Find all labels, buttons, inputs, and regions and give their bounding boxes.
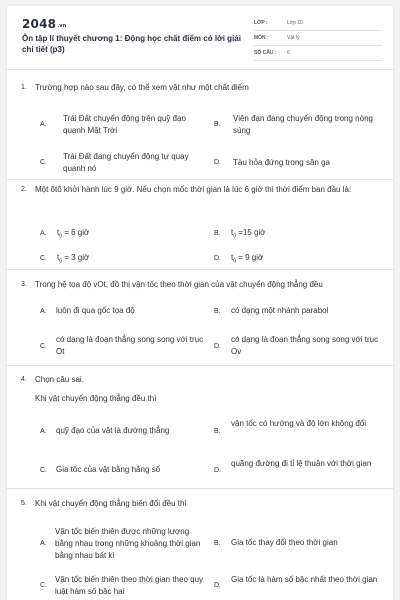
question-number: 4.: [21, 376, 27, 383]
option-letter-b[interactable]: B.: [214, 428, 221, 435]
option-letter-c[interactable]: C.: [40, 467, 47, 474]
option-letter-a[interactable]: A.: [40, 428, 47, 435]
question-subtext: Khi vật chuyển động thẳng đều thì: [35, 394, 157, 403]
option-a[interactable]: quỹ đạo của vật là đường thẳng: [56, 426, 170, 435]
divider: [7, 488, 393, 489]
divider: [7, 269, 393, 270]
meta-label: LỚP :: [254, 20, 268, 26]
option-letter-b[interactable]: B.: [214, 230, 221, 237]
divider: [7, 365, 393, 366]
option-a[interactable]: Trái Đất chuyển động trên quỹ đạo quanh Mặt Trời: [63, 114, 186, 135]
option-a[interactable]: Vận tốc biến thiên được những lượng bằng nhau trong những khoảng thời gian bằng nhau bất kì: [55, 527, 201, 560]
meta-row-count: [254, 46, 382, 61]
document-header: [7, 6, 393, 64]
meta-value: 6: [287, 50, 290, 56]
option-b[interactable]: Gia tốc thay đổi theo thời gian: [231, 538, 338, 547]
option-letter-c[interactable]: C.: [40, 159, 47, 166]
option-b[interactable]: Viên đạn đang chuyển động trong nòng súng: [233, 114, 373, 135]
site-logo[interactable]: 2048.vn: [22, 17, 67, 31]
option-letter-c[interactable]: C.: [40, 343, 47, 350]
option-b[interactable]: $t_0 =15$ giờ: [231, 228, 266, 240]
option-a[interactable]: $t_0 = 6$ giờ: [57, 228, 90, 240]
option-c[interactable]: Vận tốc biến thiên theo thời gian theo quy luật hàm số bậc hai: [55, 575, 204, 596]
option-letter-a[interactable]: A.: [40, 540, 47, 547]
option-letter-b[interactable]: B.: [214, 540, 221, 547]
option-letter-d[interactable]: D.: [214, 582, 221, 589]
option-letter-d[interactable]: D.: [214, 255, 221, 262]
question-text: Chọn câu sai.: [35, 375, 84, 384]
meta-label: MÔN :: [254, 35, 269, 41]
question-5: [7, 498, 393, 600]
option-d[interactable]: $t_0 = 9$ giờ: [231, 253, 264, 265]
option-b[interactable]: có dạng một nhánh parabol: [231, 306, 329, 315]
option-d[interactable]: Gia tốc là hàm số bậc nhất theo thời gian: [231, 575, 378, 584]
option-letter-d[interactable]: D.: [214, 467, 221, 474]
question-text: Khi vật chuyển động thẳng biến đổi đều thì: [35, 499, 187, 508]
meta-value: Vật lý: [287, 35, 300, 41]
divider: [7, 69, 393, 70]
option-letter-b[interactable]: B.: [214, 121, 221, 128]
time-variable: t: [231, 228, 234, 237]
meta-row-subject: [254, 31, 382, 46]
document-title: Ôn tập lí thuyết chương 1: Động học chất điểm có lời giải chi tiết (p3): [22, 34, 241, 54]
question-number: 3.: [21, 281, 27, 288]
question-number: 2.: [21, 186, 27, 193]
option-letter-a[interactable]: A.: [40, 230, 47, 237]
option-c[interactable]: Trái Đất đang chuyển động tự quay quanh nó: [63, 152, 189, 173]
question-number: 5.: [21, 500, 27, 507]
time-variable: t: [57, 228, 60, 237]
option-letter-c[interactable]: C.: [40, 582, 47, 589]
question-text: Trường hợp nào sau đây, có thể xem vật như một chất điểm: [35, 83, 249, 92]
meta-label: SỐ CÂU :: [254, 50, 277, 56]
option-c[interactable]: $t_0 = 3$ giờ: [57, 253, 90, 265]
document-meta: [254, 16, 382, 61]
time-variable: t: [231, 253, 234, 262]
option-d[interactable]: có dạng là đoạn thẳng song song với trục Ov: [231, 335, 379, 356]
option-c[interactable]: có dạng là đoạn thẳng song song với trục Ot: [56, 335, 204, 356]
meta-row-class: [254, 16, 382, 31]
option-letter-a[interactable]: A.: [40, 121, 47, 128]
divider: [7, 179, 393, 180]
question-number: 1.: [21, 84, 27, 91]
option-letter-a[interactable]: A.: [40, 308, 47, 315]
meta-value: Lớp 10: [287, 20, 303, 26]
option-letter-c[interactable]: C.: [40, 255, 47, 262]
question-3: [7, 279, 393, 364]
option-d[interactable]: Tàu hỏa đứng trong sân ga: [233, 158, 330, 167]
question-2: [7, 184, 393, 268]
option-a[interactable]: luôn đi qua gốc tọa độ: [56, 306, 135, 315]
question-1: [7, 82, 393, 178]
option-c[interactable]: Gia tốc của vật bằng hằng số: [56, 465, 161, 474]
option-letter-d[interactable]: D.: [214, 159, 221, 166]
question-text: Trong hệ tọa độ vOt, đồ thị vận tốc theo thời gian của vật chuyển động thẳng đều: [35, 280, 323, 289]
option-d[interactable]: quãng đường đi tỉ lệ thuận với thời gian: [231, 459, 372, 468]
option-letter-d[interactable]: D.: [214, 343, 221, 350]
option-b[interactable]: vận tốc có hướng và độ lớn không đổi: [231, 419, 367, 428]
option-letter-b[interactable]: B.: [214, 308, 221, 315]
question-4: [7, 374, 393, 487]
time-variable: t: [57, 253, 60, 262]
document-page: [7, 6, 393, 600]
question-text: Một ôtô khởi hành lúc 9 giờ. Nếu chọn mốc thời gian là lúc 6 giờ thì thời điểm ban đầu là:: [35, 185, 352, 194]
